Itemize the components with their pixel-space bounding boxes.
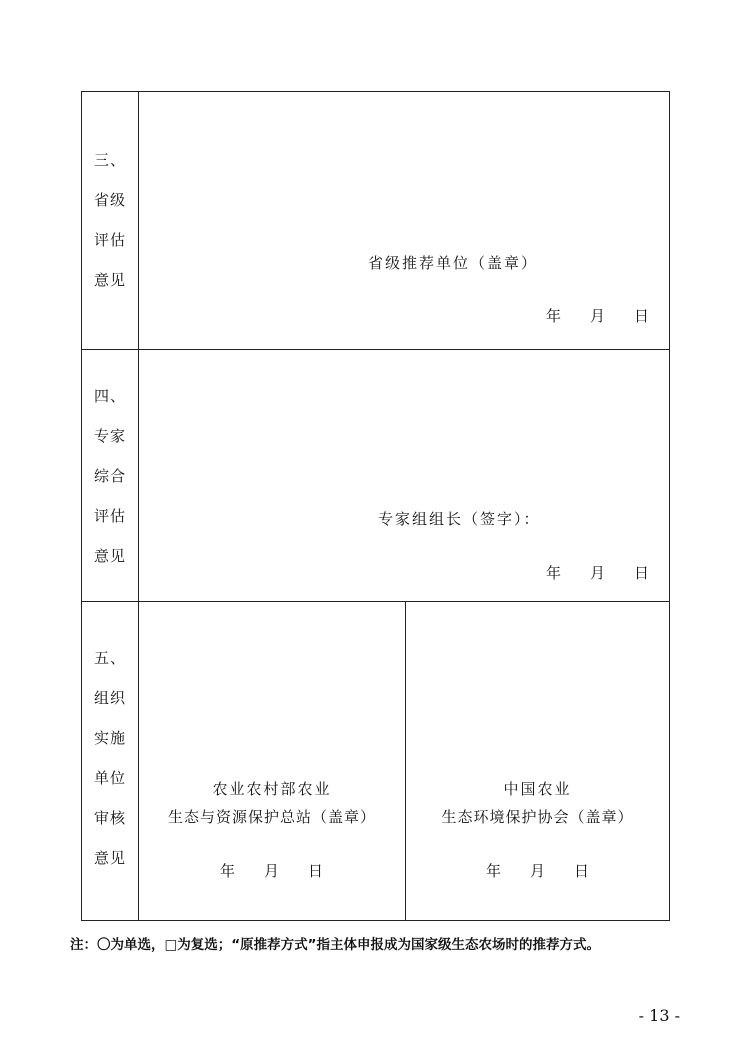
day-label: 日: [308, 862, 324, 880]
month-label: 月: [590, 307, 606, 325]
section5-left-line2: 生态与资源保护总站（盖章）: [167, 808, 376, 826]
section4-label-line: 四、: [93, 387, 126, 405]
section4-label: [82, 376, 138, 576]
section4-sign-text: 专家组组长（签字）：: [378, 510, 541, 528]
year-label: 年: [546, 307, 562, 325]
section5-label-line: 组织: [93, 689, 126, 707]
section5-right-line2: 生态环境保护协会（盖章）: [441, 808, 634, 826]
year-label: 年: [486, 862, 502, 880]
section4-label-line: 综合: [93, 467, 126, 485]
day-label: 日: [634, 564, 650, 582]
section5-left-line1: 农业农村部农业: [212, 780, 332, 798]
section5-label: [82, 638, 138, 878]
section5-label-line: 五、: [93, 649, 126, 667]
month-label: 月: [590, 564, 606, 582]
year-label: 年: [220, 862, 236, 880]
section3-date: [546, 305, 649, 326]
footnote: 注：〇为单选，□为复选；“原推荐方式”指主体申报成为国家级生态农场时的推荐方式。: [70, 937, 600, 953]
section5-right-date: [486, 860, 589, 881]
section3-label-line: 三、: [93, 151, 126, 169]
month-label: 月: [264, 862, 280, 880]
day-label: 日: [634, 307, 650, 325]
day-label: 日: [574, 862, 590, 880]
section3-label-line: 省级: [93, 191, 126, 209]
section3-label-line: 评估: [93, 231, 126, 249]
section5-label-line: 单位: [93, 769, 126, 787]
section4-label-line: 专家: [93, 427, 126, 445]
section5-left-date: [220, 860, 323, 881]
section3-label-line: 意见: [93, 271, 126, 289]
section5-label-line: 审核: [93, 809, 126, 827]
month-label: 月: [530, 862, 546, 880]
section4-label-line: 意见: [93, 547, 126, 565]
section5-right-line1: 中国农业: [503, 780, 572, 798]
section3-label: [82, 140, 138, 300]
section3-seal-text: 省级推荐单位（盖章）: [368, 254, 539, 272]
section5-label-line: 实施: [93, 729, 126, 747]
section5-label-line: 意见: [93, 849, 126, 867]
year-label: 年: [546, 564, 562, 582]
section4-label-line: 评估: [93, 507, 126, 525]
section4-date: [546, 562, 649, 583]
page-number: - 13 -: [638, 1006, 680, 1025]
